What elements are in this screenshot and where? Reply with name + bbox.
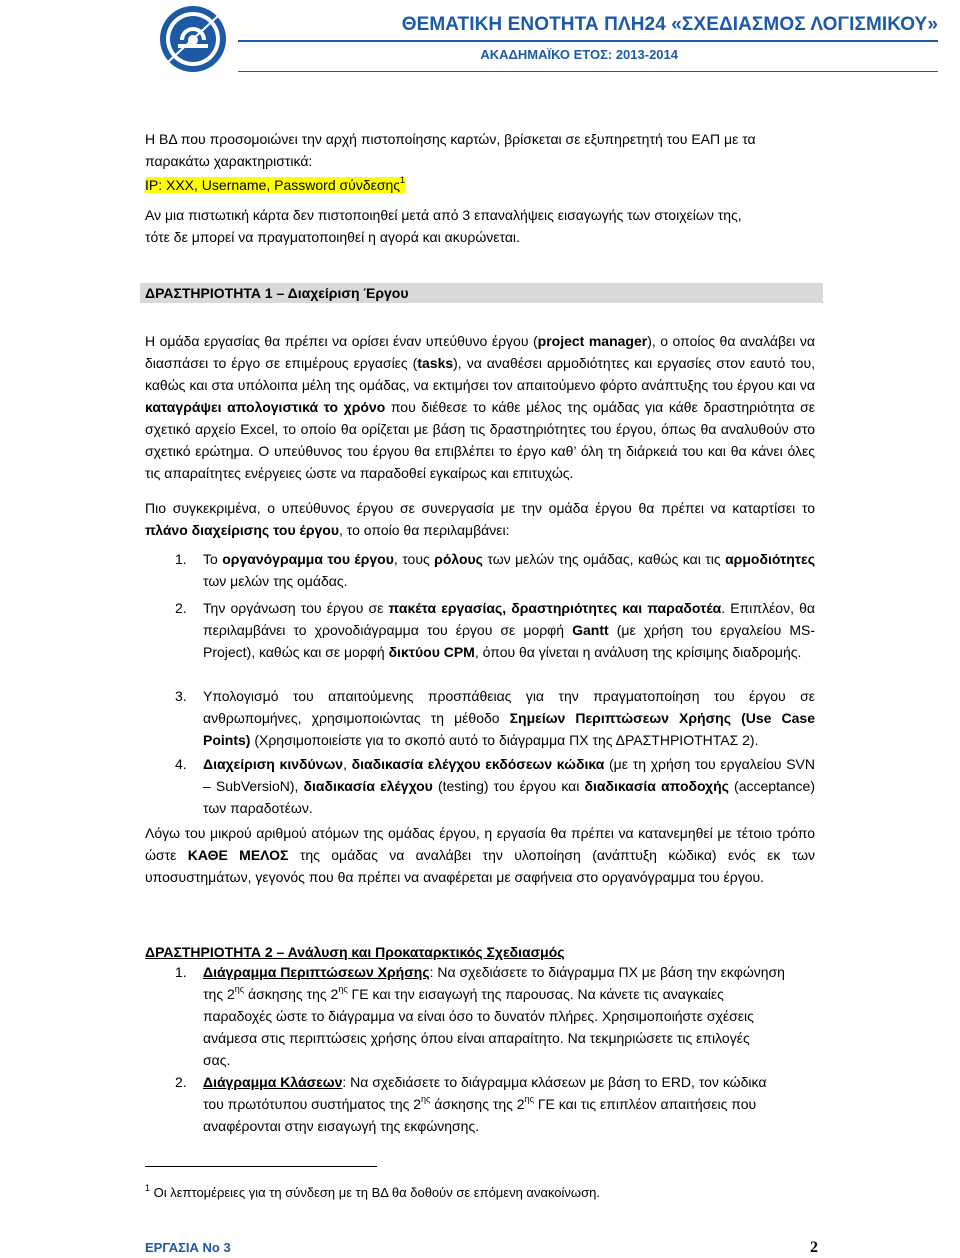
footnote: $^1$ Οι λεπτομέρειες για τη σύνδεση με τη ΒΔ θα δοθούν σε επόμενη ανακοίνωση. (145, 1182, 600, 1200)
footnote-ref: 1 (400, 175, 406, 186)
section1-paragraph2: Πιο συγκεκριμένα, ο υπεύθυνος έργου σε συνεργασία με την ομάδα έργου θα πρέπει να καταρτίσει το πλάνο διαχείρισης του έργου, το οποίο θα περιλαμβάνει: (145, 500, 815, 538)
section1-paragraph3: Λόγω του μικρού αριθμού ατόμων της ομάδας έργου, η εργασία θα πρέπει να κατανεμηθεί με τέτοιο τρόπο ώστε ΚΑΘΕ ΜΕΛΟΣ της ομάδας να αναλάβει την υλοποίηση (ανάπτυξη κώδικα) ενός εκ των υποσυστημάτων, γεγονός που θα πρέπει να αναφέρεται με σαφήνεια στο οργανόγραμμα του έργου. (145, 825, 815, 885)
document-page: ΘΕΜΑΤΙΚΗ ΕΝΟΤΗΤΑ ΠΛΗ24 «ΣΧΕΔΙΑΣΜΟΣ ΛΟΓΙΣΜΙΚΟΥ» ΑΚΑΔΗΜΑΪΚΟ ΕΤΟΣ: 2013-2014 Η ΒΔ που προσομοιώνει την αρχή πιστοποίησης καρτών, βρίσκεται σε εξυπηρετητή του ΕΑΠ με τα παρακάτω χαρακτηριστικά: IP: XXX, Username, Password σύνδεσης$^1$ Αν μια πιστωτική κάρτα δεν πιστοποιηθεί μετά από 3 επαναλήψεις εισαγωγής των στοιχείων της, τότε δε μπορεί να πραγματοποιηθεί η αγορά και ακυρώνεται. ΔΡΑΣΤΗΡΙΟΤΗΤΑ 1 – Διαχείριση Έργου Η ομάδα εργασίας θα πρέπει να ορίσει έναν υπεύθυνο έργου (project manager), ο οποίος θα αναλάβει να διασπάσει το έργο σε επιμέρους εργασίες (tasks), να αναθέσει αρμοδιότητες και εργασίες στον εαυτό του, καθώς και στα υπόλοιπα μέλη της ομάδας, να εκτιμήσει τον απαιτούμενο φόρτο ανάπτυξης του έργου και να καταγράψει απολογιστικά το χρόνο που διέθεσε το κάθε μέλος της ομάδας για κάθε δραστηριότητα σε σχετικό αρχείο Excel, το οποίο θα ορίζεται με βάση τις δραστηριότητες του έργου, όπως θα αναλυθούν στο σχετικό ερώτημα. Ο υπεύθυνος του έργου θα επιβλέπει το έργο καθ’ όλη τη διάρκειά του και θα κάνει όλες τις απαραίτητες ενέργειες ώστε να παραδοθεί εγκαίρως και επιτυχώς. Πιο συγκεκριμένα, ο υπεύθυνος έργου σε συνεργασία με την ομάδα έργου θα πρέπει να καταρτίσει το πλάνο διαχείρισης του έργου, το οποίο θα περιλαμβάνει: 1. Το οργανόγραμμα του έργου, τους ρόλους των μελών της ομάδας, καθώς και τις αρμοδιότητες των μελών της ομάδας. 2. Την οργάνωση του έργου σε πακέτα εργασίας, δραστηριότητες και παραδοτέα. Επιπλέον, θα περιλαμβάνει το χρονοδιάγραμμα του έργου σε μορφή Gantt (με χρήση του εργαλείου MS-Project), καθώς και σε μορφή δικτύου CPM, όπου θα γίνεται η ανάλυση της κρίσιμης διαδρομής. 3. Υπολογισμό του απαιτούμενης προσπάθειας για την πραγματοποίηση του έργου σε ανθρωπομήνες, χρησιμοποιώντας τη μέθοδο Σημείων Περιπτώσεων Χρήσης (Use Case Points) (Χρησιμοποιείστε για το σκοπό αυτό το διάγραμμα ΠΧ της ΔΡΑΣΤΗΡΙΟΤΗΤΑΣ 2). 4. Διαχείριση κινδύνων, διαδικασία ελέγχου εκδόσεων κώδικα (με τη χρήση του εργαλείου SVN – SubVersioN), διαδικασία ελέγχου (testing) του έργου και διαδικασία αποδοχής (acceptance) των παραδοτέων. Λόγω του μικρού αριθμού ατόμων της ομάδας έργου, η εργασία θα πρέπει να κατανεμηθεί με τέτοιο τρόπο ώστε ΚΑΘΕ ΜΕΛΟΣ της ομάδας να αναλάβει την υλοποίηση (ανάπτυξη κώδικα) ενός εκ των υποσυστημάτων, γεγονός που θα πρέπει να αναφέρεται με σαφήνεια στο οργανόγραμμα του έργου. ΔΡΑΣΤΗΡΙΟΤΗΤΑ 2 – Ανάλυση και Προκαταρκτικός Σχεδιασμός 1. Διάγραμμα Περιπτώσεων Χρήσης: Να σχεδιάσετε το διάγραμμα ΠΧ με βάση την εκφώνηση της $2^{\eta\varsigma}$ άσκησης της $2^{\eta\varsigma}$ ΓΕ και την εισαγωγή της παρουσας. Να κάνετε τις αναγκαίες παραδοχές ώστε το διάγραμμα να είναι όσο το δυνατόν πλήρες. Χρησιμοποιήστε σχέσεις ανάμεσα στις περιπτώσεις χρήσης όπου είναι απαραίτητο. Να τεκμηριώσετε τις επιλογές σας. 2. Διάγραμμα Κλάσεων: Να σχεδιάσετε το διάγραμμα κλάσεων με βάση το ERD, τον κώδικα του πρωτότυπου συστήματος της $2^{\eta\varsigma}$ άσκησης της $2^{\eta\varsigma}$ ΓΕ και τις επιπλέον απαιτήσεις που αναφέρονται στην εισαγωγή της εκφώνησης. $^1$ Οι λεπτομέρειες για τη σύνδεση με τη ΒΔ θα δοθούν σε επόμενη ανακοίνωση. ΕΡΓΑΣΙΑ Νο 3 2 (0, 0, 960, 1258)
section1-title: ΔΡΑΣΤΗΡΙΟΤΗΤΑ 1 – Διαχείριση Έργου (145, 285, 409, 301)
section1-paragraph1: Η ομάδα εργασίας θα πρέπει να ορίσει έναν υπεύθυνο έργου (project manager), ο οποίος θα αναλάβει να διασπάσει το έργο σε επιμέρους εργασίες (tasks), να αναθέσει αρμοδιότητες και εργασίες στον εαυτό του, καθώς και στα υπόλοιπα μέλη της ομάδας, να εκτιμήσει τον απαιτούμενο φόρτο ανάπτυξης του έργου και να καταγράψει απολογιστικά το χρόνο που διέθεσε το κάθε μέλος της ομάδας για κάθε δραστηριότητα σε σχετικό αρχείο Excel, το οποίο θα ορίζεται με βάση τις δραστηριότητες του έργου, όπως θα αναλυθούν στο σχετικό ερώτημα. Ο υπεύθυνος του έργου θα επιβλέπει το έργο καθ’ όλη τη διάρκειά του και θα κάνει όλες τις απαραίτητες ενέργειες ώστε να παραδοθεί εγκαίρως και επιτυχώς. (145, 333, 816, 481)
header-divider (238, 40, 938, 42)
connection-details: IP: XXX, Username, Password σύνδεσης (145, 177, 401, 193)
footnote-separator (145, 1166, 377, 1167)
assignment-label: ΕΡΓΑΣΙΑ Νο 3 (145, 1240, 231, 1255)
section2-title: ΔΡΑΣΤΗΡΙΟΤΗΤΑ 2 – Ανάλυση και Προκαταρκτικός Σχεδιασμός (145, 944, 565, 960)
university-seal-logo (158, 4, 228, 74)
academic-year: ΑΚΑΔΗΜΑΪΚΟ ΕΤΟΣ: 2013-2014 (480, 47, 678, 62)
course-title: ΘΕΜΑΤΙΚΗ ΕΝΟΤΗΤΑ ΠΛΗ24 «ΣΧΕΔΙΑΣΜΟΣ ΛΟΓΙΣΜΙΚΟΥ» (401, 14, 938, 35)
page-number: 2 (810, 1239, 818, 1256)
header-divider-lower (238, 71, 938, 72)
intro-paragraph: Η ΒΔ που προσομοιώνει την αρχή πιστοποίησης καρτών, βρίσκεται σε εξυπηρετητή του ΕΑΠ με τα παρακάτω χαρακτηριστικά: (145, 131, 756, 169)
card-retry-paragraph: Αν μια πιστωτική κάρτα δεν πιστοποιηθεί μετά από 3 επαναλήψεις εισαγωγής των στοιχείων της, τότε δε μπορεί να πραγματοποιηθεί η αγορά και ακυρώνεται. (145, 207, 742, 245)
connection-info (145, 174, 815, 196)
